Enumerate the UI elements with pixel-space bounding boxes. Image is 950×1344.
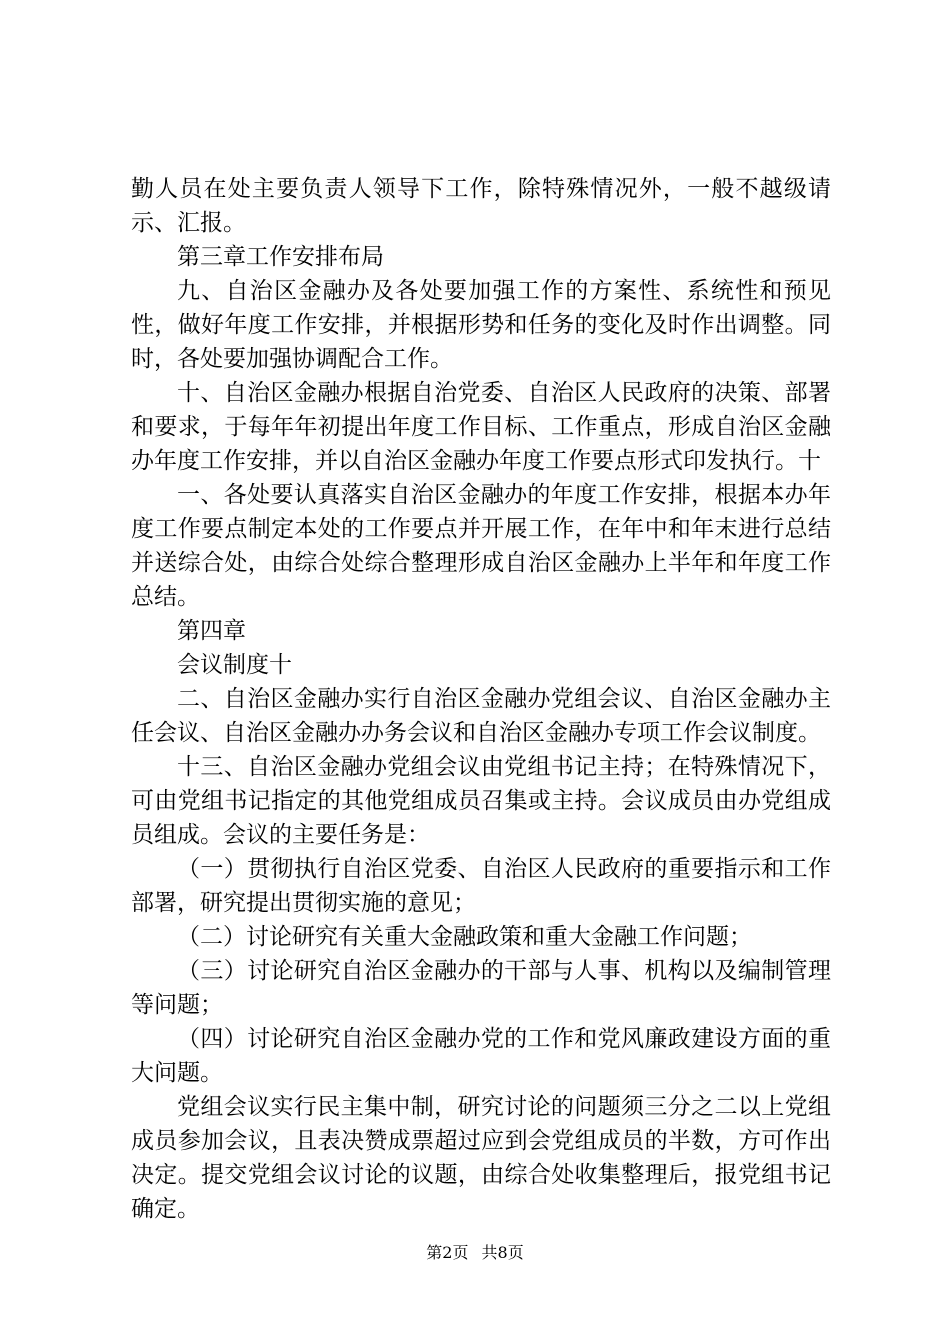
paragraph-article-10: 十、自治区金融办根据自治党委、自治区人民政府的决策、部署和要求，于每年年初提出年度工作目标、工作重点，形成自治区金融办年度工作安排，并以自治区金融办年度工作要点形式印发执行。十: [131, 380, 831, 474]
page-total: 共8页: [481, 1243, 524, 1262]
list-item-1: （一）贯彻执行自治区党委、自治区人民政府的重要指示和工作部署，研究提出贯彻实施的意见；: [131, 856, 831, 916]
paragraph-1: 勤人员在处主要负责人领导下工作，除特殊情况外，一般不越级请示、汇报。: [131, 176, 831, 236]
paragraph-decision-rule: 党组会议实行民主集中制，研究讨论的问题须三分之二以上党组成员参加会议，且表决赞成票超过应到会党组成员的半数，方可作出决定。提交党组会议讨论的议题，由综合处收集整理后，报党组书记确定。: [131, 1094, 831, 1222]
paragraph-article-12: 二、自治区金融办实行自治区金融办党组会议、自治区金融办主任会议、自治区金融办办务会议和自治区金融办专项工作会议制度。: [131, 686, 831, 746]
paragraph-article-9: 九、自治区金融办及各处要加强工作的方案性、系统性和预见性，做好年度工作安排，并根据形势和任务的变化及时作出调整。同时，各处要加强协调配合工作。: [131, 278, 831, 372]
list-item-3: （三）讨论研究自治区金融办的干部与人事、机构以及编制管理等问题；: [131, 958, 831, 1018]
paragraph-article-11: 一、各处要认真落实自治区金融办的年度工作安排，根据本办年度工作要点制定本处的工作要点并开展工作，在年中和年末进行总结并送综合处，由综合处综合整理形成自治区金融办上半年和年度工作总结。: [131, 482, 831, 610]
list-item-2: （二）讨论研究有关重大金融政策和重大金融工作问题；: [177, 924, 752, 950]
page-footer: [0, 1243, 950, 1263]
paragraph-article-13: 十三、自治区金融办党组会议由党组书记主持；在特殊情况下，可由党组书记指定的其他党组成员召集或主持。会议成员由办党组成员组成。会议的主要任务是：: [131, 754, 831, 848]
list-item-4: （四）讨论研究自治区金融办党的工作和党风廉政建设方面的重大问题。: [131, 1026, 831, 1086]
document-body: [131, 172, 831, 1226]
section-heading-meetings: 会议制度十: [177, 652, 292, 678]
chapter-heading-4: 第四章: [177, 618, 246, 644]
chapter-heading-3: 第三章工作安排布局: [177, 244, 384, 270]
page-number: 第2页: [426, 1243, 469, 1262]
